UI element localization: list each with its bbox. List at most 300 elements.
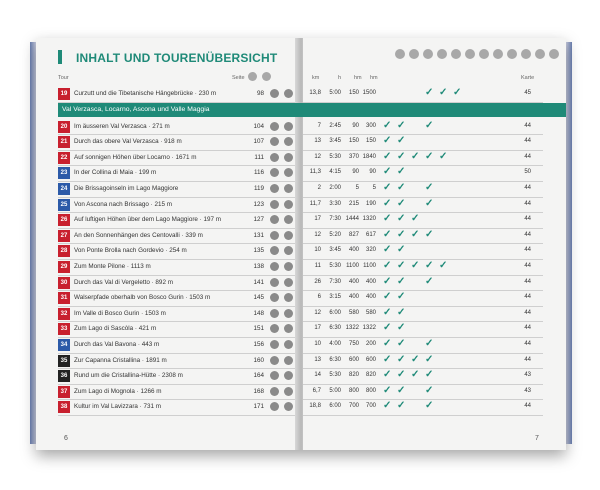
ascent-value: 580	[348, 309, 359, 316]
hours-value: 3:45	[329, 247, 341, 254]
tour-number: 36	[58, 370, 70, 382]
km-value: 17	[314, 325, 321, 332]
ascent-value: 400	[348, 278, 359, 285]
tour-number: 33	[58, 323, 70, 335]
difficulty-icon	[270, 324, 279, 333]
descent-value: 800	[365, 387, 376, 394]
table-row	[303, 260, 543, 274]
tour-number: 23	[58, 167, 70, 179]
tour-name: Im äusseren Val Verzasca · 271 m	[74, 122, 170, 130]
tour-number: 25	[58, 199, 70, 211]
table-row	[303, 354, 543, 368]
tour-page: 127	[253, 216, 264, 224]
map-number: 44	[524, 247, 531, 254]
feature-icon	[262, 72, 271, 81]
page-number-right: 7	[535, 435, 539, 442]
ascent-value: 750	[348, 341, 359, 347]
tour-name: Auf luftigen Höhen über dem Lago Maggiore · 197 m	[74, 216, 222, 224]
clock-icon	[409, 49, 419, 59]
descent-value: 820	[365, 372, 376, 379]
ascent-value: 800	[348, 387, 359, 394]
tour-number: 24	[58, 183, 70, 195]
km-value: 26	[314, 278, 321, 285]
tour-number: 28	[58, 245, 70, 257]
hours-value: 2:45	[329, 122, 341, 129]
page-number-left: 6	[64, 435, 68, 442]
ascent-value: 370	[348, 153, 359, 160]
table-row	[58, 87, 299, 101]
check-icon: ✓	[411, 213, 420, 225]
tour-page: 111	[254, 153, 264, 161]
hours-value: 6:30	[329, 356, 341, 363]
tour-name: Von Ascona nach Brissago · 215 m	[74, 200, 173, 208]
difficulty-icon	[270, 309, 279, 318]
check-icon: ✓	[383, 291, 392, 303]
table-row	[303, 369, 543, 383]
feature-icon	[284, 324, 293, 333]
hours-value: 7:30	[329, 278, 341, 285]
up-icon	[423, 49, 433, 59]
hours-value: 2:00	[329, 185, 341, 191]
check-icon: ✓	[425, 369, 434, 381]
tour-name: Durch das Val di Vergeletto · 892 m	[74, 278, 173, 286]
km-value: 18,8	[309, 403, 321, 410]
table-row	[58, 307, 299, 321]
col-header-seite: Seite	[232, 75, 245, 81]
tour-name: Durch das obere Val Verzasca · 918 m	[74, 138, 182, 146]
km-value: 13	[314, 356, 321, 363]
check-icon: ✓	[425, 260, 434, 271]
tour-name: Im Valle di Bosco Gurin · 1503 m	[74, 309, 166, 317]
ascent-value: 827	[348, 231, 359, 238]
check-icon: ✓	[383, 322, 392, 334]
tour-name: Zum Lago di Mognola · 1266 m	[74, 387, 162, 395]
tour-page: 107	[253, 138, 264, 146]
difficulty-icon	[270, 293, 279, 302]
ascent-value: 1322	[345, 325, 359, 332]
col-header-hm-down: hm	[370, 75, 378, 81]
ascent-value: 90	[352, 169, 359, 176]
feature-icon	[284, 246, 293, 255]
table-row	[303, 276, 543, 290]
tour-name: Zum Monte Pilone · 1113 m	[74, 263, 151, 270]
check-icon: ✓	[383, 400, 392, 412]
map-number: 44	[524, 216, 531, 223]
tour-number: 26	[58, 214, 70, 226]
map-number: 44	[524, 294, 531, 301]
map-number: 50	[524, 169, 531, 176]
hours-value: 3:15	[329, 294, 341, 301]
sun-icon	[521, 49, 531, 59]
map-number: 44	[524, 278, 531, 285]
check-icon: ✓	[397, 400, 406, 412]
tour-name: Walserpfade oberhalb von Bosco Gurin · 1503 m	[74, 294, 211, 302]
table-row	[303, 400, 543, 414]
check-icon: ✓	[425, 150, 434, 162]
table-row	[58, 322, 299, 336]
tour-page: 160	[253, 356, 264, 364]
difficulty-icon	[270, 356, 279, 365]
check-icon: ✓	[425, 87, 434, 98]
tour-page: 135	[253, 247, 264, 255]
hours-value: 5:30	[329, 372, 341, 379]
feature-icon	[284, 356, 293, 365]
difficulty-icon	[270, 231, 279, 240]
check-icon: ✓	[383, 150, 392, 162]
col-header-tour: Tour	[58, 75, 69, 81]
tour-page: 148	[253, 309, 264, 317]
down-icon	[437, 49, 447, 59]
descent-value: 300	[365, 122, 376, 129]
ascent-value: 1444	[345, 216, 359, 223]
tour-name: Durch das Val Bavona · 443 m	[74, 341, 160, 348]
check-icon: ✓	[425, 182, 434, 193]
tour-page: 164	[253, 372, 264, 380]
km-value: 17	[314, 216, 321, 223]
table-row	[58, 400, 299, 414]
km-value: 6	[317, 294, 321, 301]
check-icon: ✓	[425, 228, 434, 240]
table-row	[303, 213, 543, 227]
table-row	[303, 244, 543, 258]
check-icon: ✓	[397, 369, 406, 381]
table-row	[58, 338, 299, 352]
descent-value: 320	[365, 247, 376, 254]
check-icon: ✓	[383, 135, 392, 147]
feature-icon	[284, 137, 293, 146]
cablecar-icon	[493, 49, 503, 59]
table-row	[58, 244, 299, 258]
tour-page: 131	[253, 231, 264, 239]
check-icon: ✓	[411, 260, 420, 271]
map-number: 44	[524, 185, 531, 191]
difficulty-icon	[248, 72, 257, 81]
table-row	[303, 87, 543, 101]
tour-number: 31	[58, 292, 70, 304]
row-divider	[303, 415, 543, 416]
check-icon: ✓	[397, 228, 406, 240]
region-label: Val Verzasca, Locarno, Ascona und Valle Maggia	[62, 106, 210, 113]
ascent-value: 150	[348, 138, 359, 145]
tour-number: 37	[58, 386, 70, 398]
car-icon	[549, 49, 559, 59]
hours-value: 3:30	[329, 200, 341, 207]
check-icon: ✓	[397, 244, 406, 256]
check-icon: ✓	[383, 338, 392, 349]
check-icon: ✓	[397, 384, 406, 396]
table-row	[58, 166, 299, 180]
tour-number: 29	[58, 261, 70, 273]
km-value: 13	[314, 138, 321, 145]
km-value: 10	[314, 247, 321, 254]
descent-value: 600	[365, 356, 376, 363]
tour-number: 21	[58, 136, 70, 148]
tour-page: 156	[253, 341, 264, 348]
difficulty-icon	[270, 153, 279, 162]
check-icon: ✓	[397, 213, 406, 225]
table-row	[58, 260, 299, 274]
hours-value: 5:00	[329, 387, 341, 394]
descent-value: 200	[365, 341, 376, 347]
tour-number: 38	[58, 401, 70, 413]
map-number: 44	[524, 200, 531, 207]
tour-page: 138	[253, 263, 264, 270]
tour-page: 171	[253, 403, 264, 411]
km-value: 12	[314, 309, 321, 316]
map-number: 44	[524, 138, 531, 145]
hours-value: 5:00	[329, 90, 341, 96]
table-row	[303, 322, 543, 336]
tour-page: 104	[253, 122, 264, 130]
table-row	[303, 135, 543, 149]
map-number: 44	[524, 153, 531, 160]
map-number: 44	[524, 325, 531, 332]
km-value: 13,8	[309, 90, 321, 96]
tour-name: Curzutt und die Tibetanische Hängebrücke · 230 m	[74, 90, 217, 97]
table-row	[303, 198, 543, 212]
check-icon: ✓	[383, 260, 392, 271]
feature-icon	[284, 184, 293, 193]
tour-name: An den Sonnenhängen des Centovalli · 339 m	[74, 231, 203, 239]
km-value: 11	[314, 263, 321, 269]
feature-icon	[284, 231, 293, 240]
row-divider	[58, 415, 299, 416]
col-header-hm-up: hm	[354, 75, 362, 81]
feature-icon	[284, 402, 293, 411]
child-icon	[507, 49, 517, 59]
descent-value: 400	[365, 278, 376, 285]
feature-icon	[284, 122, 293, 131]
difficulty-icon	[270, 215, 279, 224]
table-row	[58, 291, 299, 305]
difficulty-icon	[270, 137, 279, 146]
col-header-h: h	[338, 75, 342, 81]
check-icon: ✓	[383, 213, 392, 225]
table-row	[303, 182, 543, 196]
hours-value: 7:30	[329, 216, 341, 223]
table-row	[58, 385, 299, 399]
tour-number: 22	[58, 152, 70, 164]
feature-icon	[284, 262, 293, 271]
check-icon: ✓	[425, 400, 434, 412]
km-value: 2	[317, 185, 321, 191]
left-page	[36, 38, 299, 450]
descent-value: 150	[365, 138, 376, 145]
ascent-value: 215	[348, 200, 359, 207]
tour-number: 27	[58, 230, 70, 242]
feature-icon	[284, 371, 293, 380]
check-icon: ✓	[397, 322, 406, 334]
table-row	[58, 213, 299, 227]
km-value: 12	[314, 153, 321, 160]
table-row	[58, 369, 299, 383]
check-icon: ✓	[439, 260, 448, 271]
check-icon: ✓	[383, 369, 392, 381]
tour-name: In der Collina di Maia · 199 m	[74, 169, 157, 177]
check-icon: ✓	[397, 150, 406, 162]
table-row	[303, 291, 543, 305]
feature-icon	[284, 340, 293, 349]
table-row	[58, 182, 299, 196]
tour-page: 98	[256, 90, 264, 97]
feature-icon	[284, 168, 293, 177]
check-icon: ✓	[425, 384, 434, 396]
map-number: 44	[524, 309, 531, 316]
table-row	[303, 229, 543, 243]
difficulty-icon	[270, 122, 279, 131]
tour-number: 30	[58, 277, 70, 289]
check-icon: ✓	[383, 228, 392, 240]
feature-icon	[284, 215, 293, 224]
hours-value: 5:30	[329, 263, 341, 269]
km-value: 11,3	[309, 169, 321, 176]
check-icon: ✓	[453, 87, 462, 98]
hours-value: 6:00	[329, 403, 341, 410]
ascent-value: 820	[348, 372, 359, 379]
tour-name: Die Brissagoinseln im Lago Maggiore	[74, 185, 179, 192]
snow-icon	[535, 49, 545, 59]
tour-page: 116	[253, 169, 264, 177]
bus-icon	[465, 49, 475, 59]
check-icon: ✓	[425, 197, 434, 209]
map-number: 44	[524, 263, 531, 269]
tour-page: 168	[253, 387, 264, 395]
tour-page: 145	[253, 294, 264, 302]
km-value: 7	[317, 122, 321, 129]
check-icon: ✓	[383, 306, 392, 318]
col-header-km: km	[312, 75, 320, 81]
check-icon: ✓	[439, 87, 448, 98]
table-row	[58, 198, 299, 212]
difficulty-icon	[270, 89, 279, 98]
check-icon: ✓	[383, 166, 392, 178]
tour-page: 119	[253, 185, 264, 192]
check-icon: ✓	[411, 369, 420, 381]
map-number: 44	[524, 122, 531, 129]
ascent-value: 400	[348, 294, 359, 301]
check-icon: ✓	[397, 135, 406, 147]
difficulty-icon	[270, 402, 279, 411]
feature-icon	[284, 200, 293, 209]
km-value: 14	[314, 372, 321, 379]
check-icon: ✓	[411, 150, 420, 162]
check-icon: ✓	[397, 119, 406, 131]
map-number: 44	[524, 341, 531, 347]
check-icon: ✓	[397, 306, 406, 318]
feature-icon	[284, 89, 293, 98]
table-row	[303, 166, 543, 180]
descent-value: 580	[365, 309, 376, 316]
hours-value: 3:45	[329, 138, 341, 145]
table-row	[303, 338, 543, 352]
table-row	[58, 151, 299, 165]
table-row	[303, 151, 543, 165]
feature-icon	[284, 153, 293, 162]
hours-value: 5:30	[329, 153, 341, 160]
difficulty-icon	[270, 200, 279, 209]
tour-name: Von Ponte Brolla nach Gordevio · 254 m	[74, 247, 187, 255]
hours-value: 4:15	[329, 169, 341, 176]
region-banner	[58, 103, 566, 117]
km-value: 10	[314, 341, 321, 347]
page-title: INHALT UND TOURENÜBERSICHT	[76, 51, 278, 65]
tour-page: 151	[253, 325, 264, 333]
page-edge-right	[566, 42, 572, 444]
tour-page: 141	[253, 278, 264, 286]
feature-icon	[284, 293, 293, 302]
map-number: 44	[524, 231, 531, 238]
check-icon: ✓	[425, 275, 434, 287]
check-icon: ✓	[411, 228, 420, 240]
table-row	[58, 135, 299, 149]
tour-name: Kultur im Val Lavizzara · 731 m	[74, 403, 162, 411]
descent-value: 400	[365, 294, 376, 301]
check-icon: ✓	[383, 244, 392, 256]
descent-value: 1320	[362, 216, 376, 223]
check-icon: ✓	[383, 384, 392, 396]
open-book	[36, 38, 566, 450]
tour-number: 34	[58, 339, 70, 351]
col-header-karte: Karte	[521, 75, 535, 81]
tour-name: Zur Capanna Cristallina · 1891 m	[74, 356, 167, 364]
table-row	[303, 120, 543, 134]
difficulty-icon	[270, 168, 279, 177]
difficulty-icon	[270, 340, 279, 349]
food-icon	[479, 49, 489, 59]
table-row	[58, 229, 299, 243]
descent-value: 617	[365, 231, 376, 238]
hours-value: 5:20	[329, 231, 341, 238]
feature-icon	[284, 278, 293, 287]
hours-value: 6:30	[329, 325, 341, 332]
table-row	[58, 276, 299, 290]
descent-value: 1322	[362, 325, 376, 332]
check-icon: ✓	[397, 197, 406, 209]
hours-value: 6:00	[329, 309, 341, 316]
check-icon: ✓	[397, 338, 406, 349]
tour-name: Zum Lago di Sascòla · 421 m	[74, 325, 157, 333]
descent-value: 90	[369, 169, 376, 176]
descent-value: 5	[372, 185, 376, 191]
difficulty-icon	[270, 184, 279, 193]
check-icon: ✓	[397, 353, 406, 365]
descent-value: 190	[365, 200, 376, 207]
hours-value: 4:00	[329, 341, 341, 347]
ascent-value: 5	[355, 185, 359, 191]
check-icon: ✓	[383, 119, 392, 131]
feature-icon	[284, 309, 293, 318]
check-icon: ✓	[425, 338, 434, 349]
check-icon: ✓	[383, 182, 392, 193]
table-row	[303, 307, 543, 321]
tour-name: Auf sonnigen Höhen über Locarno · 1671 m	[74, 153, 197, 161]
tour-number: 20	[58, 121, 70, 133]
difficulty-icon	[270, 387, 279, 396]
difficulty-icon	[270, 278, 279, 287]
mountain-icon	[395, 49, 405, 59]
check-icon: ✓	[397, 166, 406, 178]
tour-page: 123	[253, 200, 264, 208]
km-value: 12	[314, 231, 321, 238]
check-icon: ✓	[397, 291, 406, 303]
title-accent	[58, 50, 62, 64]
map-number: 43	[524, 387, 531, 394]
check-icon: ✓	[397, 260, 406, 271]
difficulty-icon	[270, 371, 279, 380]
table-row	[58, 120, 299, 134]
right-page	[303, 38, 566, 450]
parking-icon	[451, 49, 461, 59]
